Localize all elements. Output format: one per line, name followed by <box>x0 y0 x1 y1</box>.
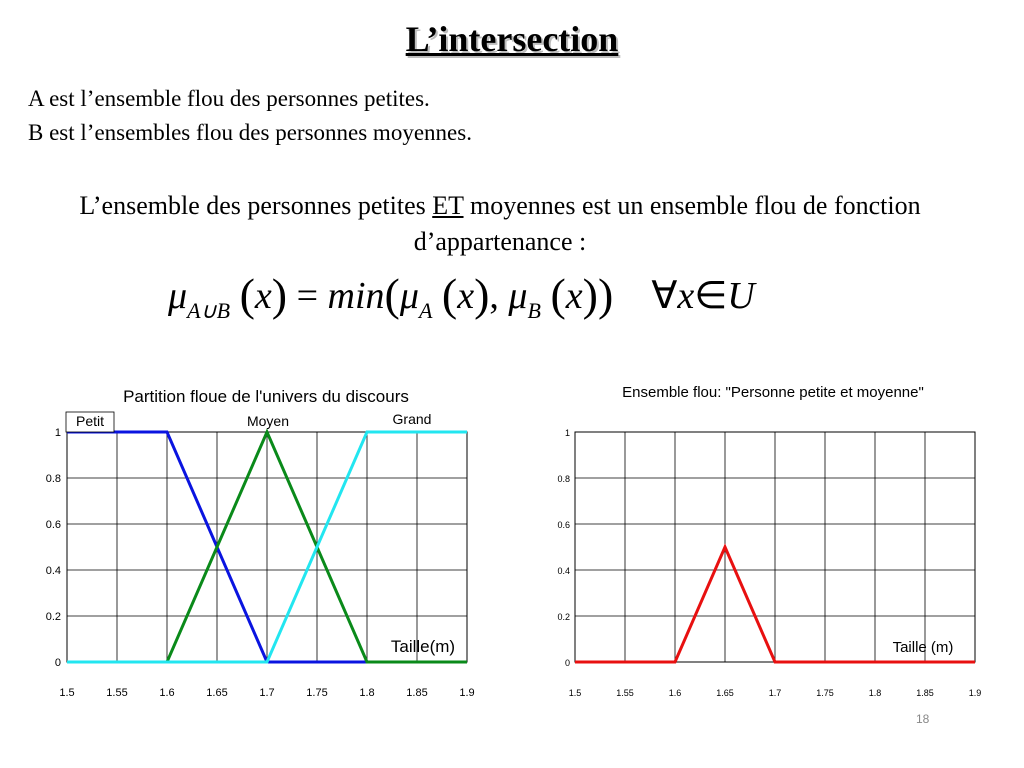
chart1-y-tick-label: 1 <box>54 427 61 439</box>
subscript-b: B <box>527 298 541 323</box>
chart1-x-axis-label: Taille(m) <box>390 637 456 656</box>
var-x: x <box>254 275 272 317</box>
mu-symbol: μ <box>168 275 188 317</box>
chart1-x-tick-label: 1.9 <box>459 687 475 699</box>
chart1-x-tick-label: 1.65 <box>206 687 228 699</box>
chart1-series-label-grand: Grand <box>392 411 432 427</box>
chart1-x-tick-label: 1.6 <box>159 687 175 699</box>
definition-a: A est l’ensemble flou des personnes petites. <box>28 86 430 111</box>
chart1-y-tick-label: 0 <box>54 657 61 669</box>
paren-open-a: ( <box>441 269 458 320</box>
equals-sign: = <box>296 275 319 317</box>
mu-a-symbol: μ <box>399 275 419 317</box>
chart2-x-axis-label: Taille (m) <box>892 639 954 656</box>
paren-close-a: ) <box>474 269 490 320</box>
chart1-series-label-moyen: Moyen <box>246 413 290 429</box>
paren-open-min: ( <box>384 269 400 320</box>
chart2-x-tick-label: 1.7 <box>768 688 782 698</box>
paren-close: ) <box>271 269 288 320</box>
chart2-x-tick-label: 1.85 <box>916 688 934 698</box>
chart2-y-tick-label: 0.8 <box>557 474 570 484</box>
slide-title: L’intersection <box>405 19 619 59</box>
chart1-title: Partition floue de l'univers du discours <box>123 387 409 406</box>
chart2-x-tick-label: 1.8 <box>868 688 882 698</box>
chart1-x-tick-label: 1.55 <box>106 687 128 699</box>
chart1-y-tick-label: 0.2 <box>45 611 61 623</box>
chart2-y-tick-label: 0.6 <box>557 520 570 530</box>
chart2-x-tick-label: 1.9 <box>968 688 982 698</box>
chart1-y-tick-label: 0.8 <box>45 473 61 485</box>
statement-part-1: L’ensemble des personnes petites <box>79 191 433 220</box>
universe-u: U <box>727 275 755 317</box>
mu-b-symbol: μ <box>508 275 528 317</box>
chart2-title: Ensemble flou: "Personne petite et moyenne" <box>622 384 924 401</box>
chart1-series-label-petit: Petit <box>75 413 105 429</box>
chart1-x-tick-label: 1.85 <box>406 687 428 699</box>
paren-close-b: ) <box>582 269 598 320</box>
chart2-x-tick-label: 1.6 <box>668 688 682 698</box>
chart2-y-tick-label: 1 <box>564 428 570 438</box>
comma: , <box>489 275 499 317</box>
forall-symbol: ∀ <box>651 275 678 317</box>
chart2-x-tick-label: 1.75 <box>816 688 834 698</box>
definition-b: B est l’ensembles flou des personnes moyennes. <box>28 120 472 145</box>
paren-open-b: ( <box>550 269 566 320</box>
var-x-a: x <box>457 275 475 317</box>
paren-open: ( <box>239 269 255 320</box>
chart2-y-tick-label: 0 <box>564 658 570 668</box>
statement-et: ET <box>432 191 464 220</box>
element-of-symbol: ∈ <box>694 275 728 317</box>
var-x-forall: x <box>677 275 695 317</box>
page-number: 18 <box>916 712 930 726</box>
min-operator: min <box>327 275 385 317</box>
var-x-b: x <box>565 275 583 317</box>
chart1-x-tick-label: 1.7 <box>259 687 275 699</box>
chart2-x-tick-label: 1.55 <box>616 688 634 698</box>
chart1-y-tick-label: 0.4 <box>45 565 61 577</box>
subscript-a-union-b: A∪B <box>187 298 231 323</box>
chart2-x-tick-label: 1.5 <box>568 688 582 698</box>
chart1-x-tick-label: 1.75 <box>306 687 328 699</box>
statement-part-2: moyennes est un ensemble flou de fonction d’appartenance : <box>413 191 921 256</box>
subscript-a: A <box>418 298 433 323</box>
chart1-x-tick-label: 1.5 <box>59 687 75 699</box>
paren-close-min: ) <box>597 269 614 320</box>
chart2-y-tick-label: 0.4 <box>557 566 570 576</box>
chart2-y-tick-label: 0.2 <box>557 612 570 622</box>
chart2-x-tick-label: 1.65 <box>716 688 734 698</box>
chart1-x-tick-label: 1.8 <box>359 687 375 699</box>
chart1-y-tick-label: 0.6 <box>45 519 61 531</box>
